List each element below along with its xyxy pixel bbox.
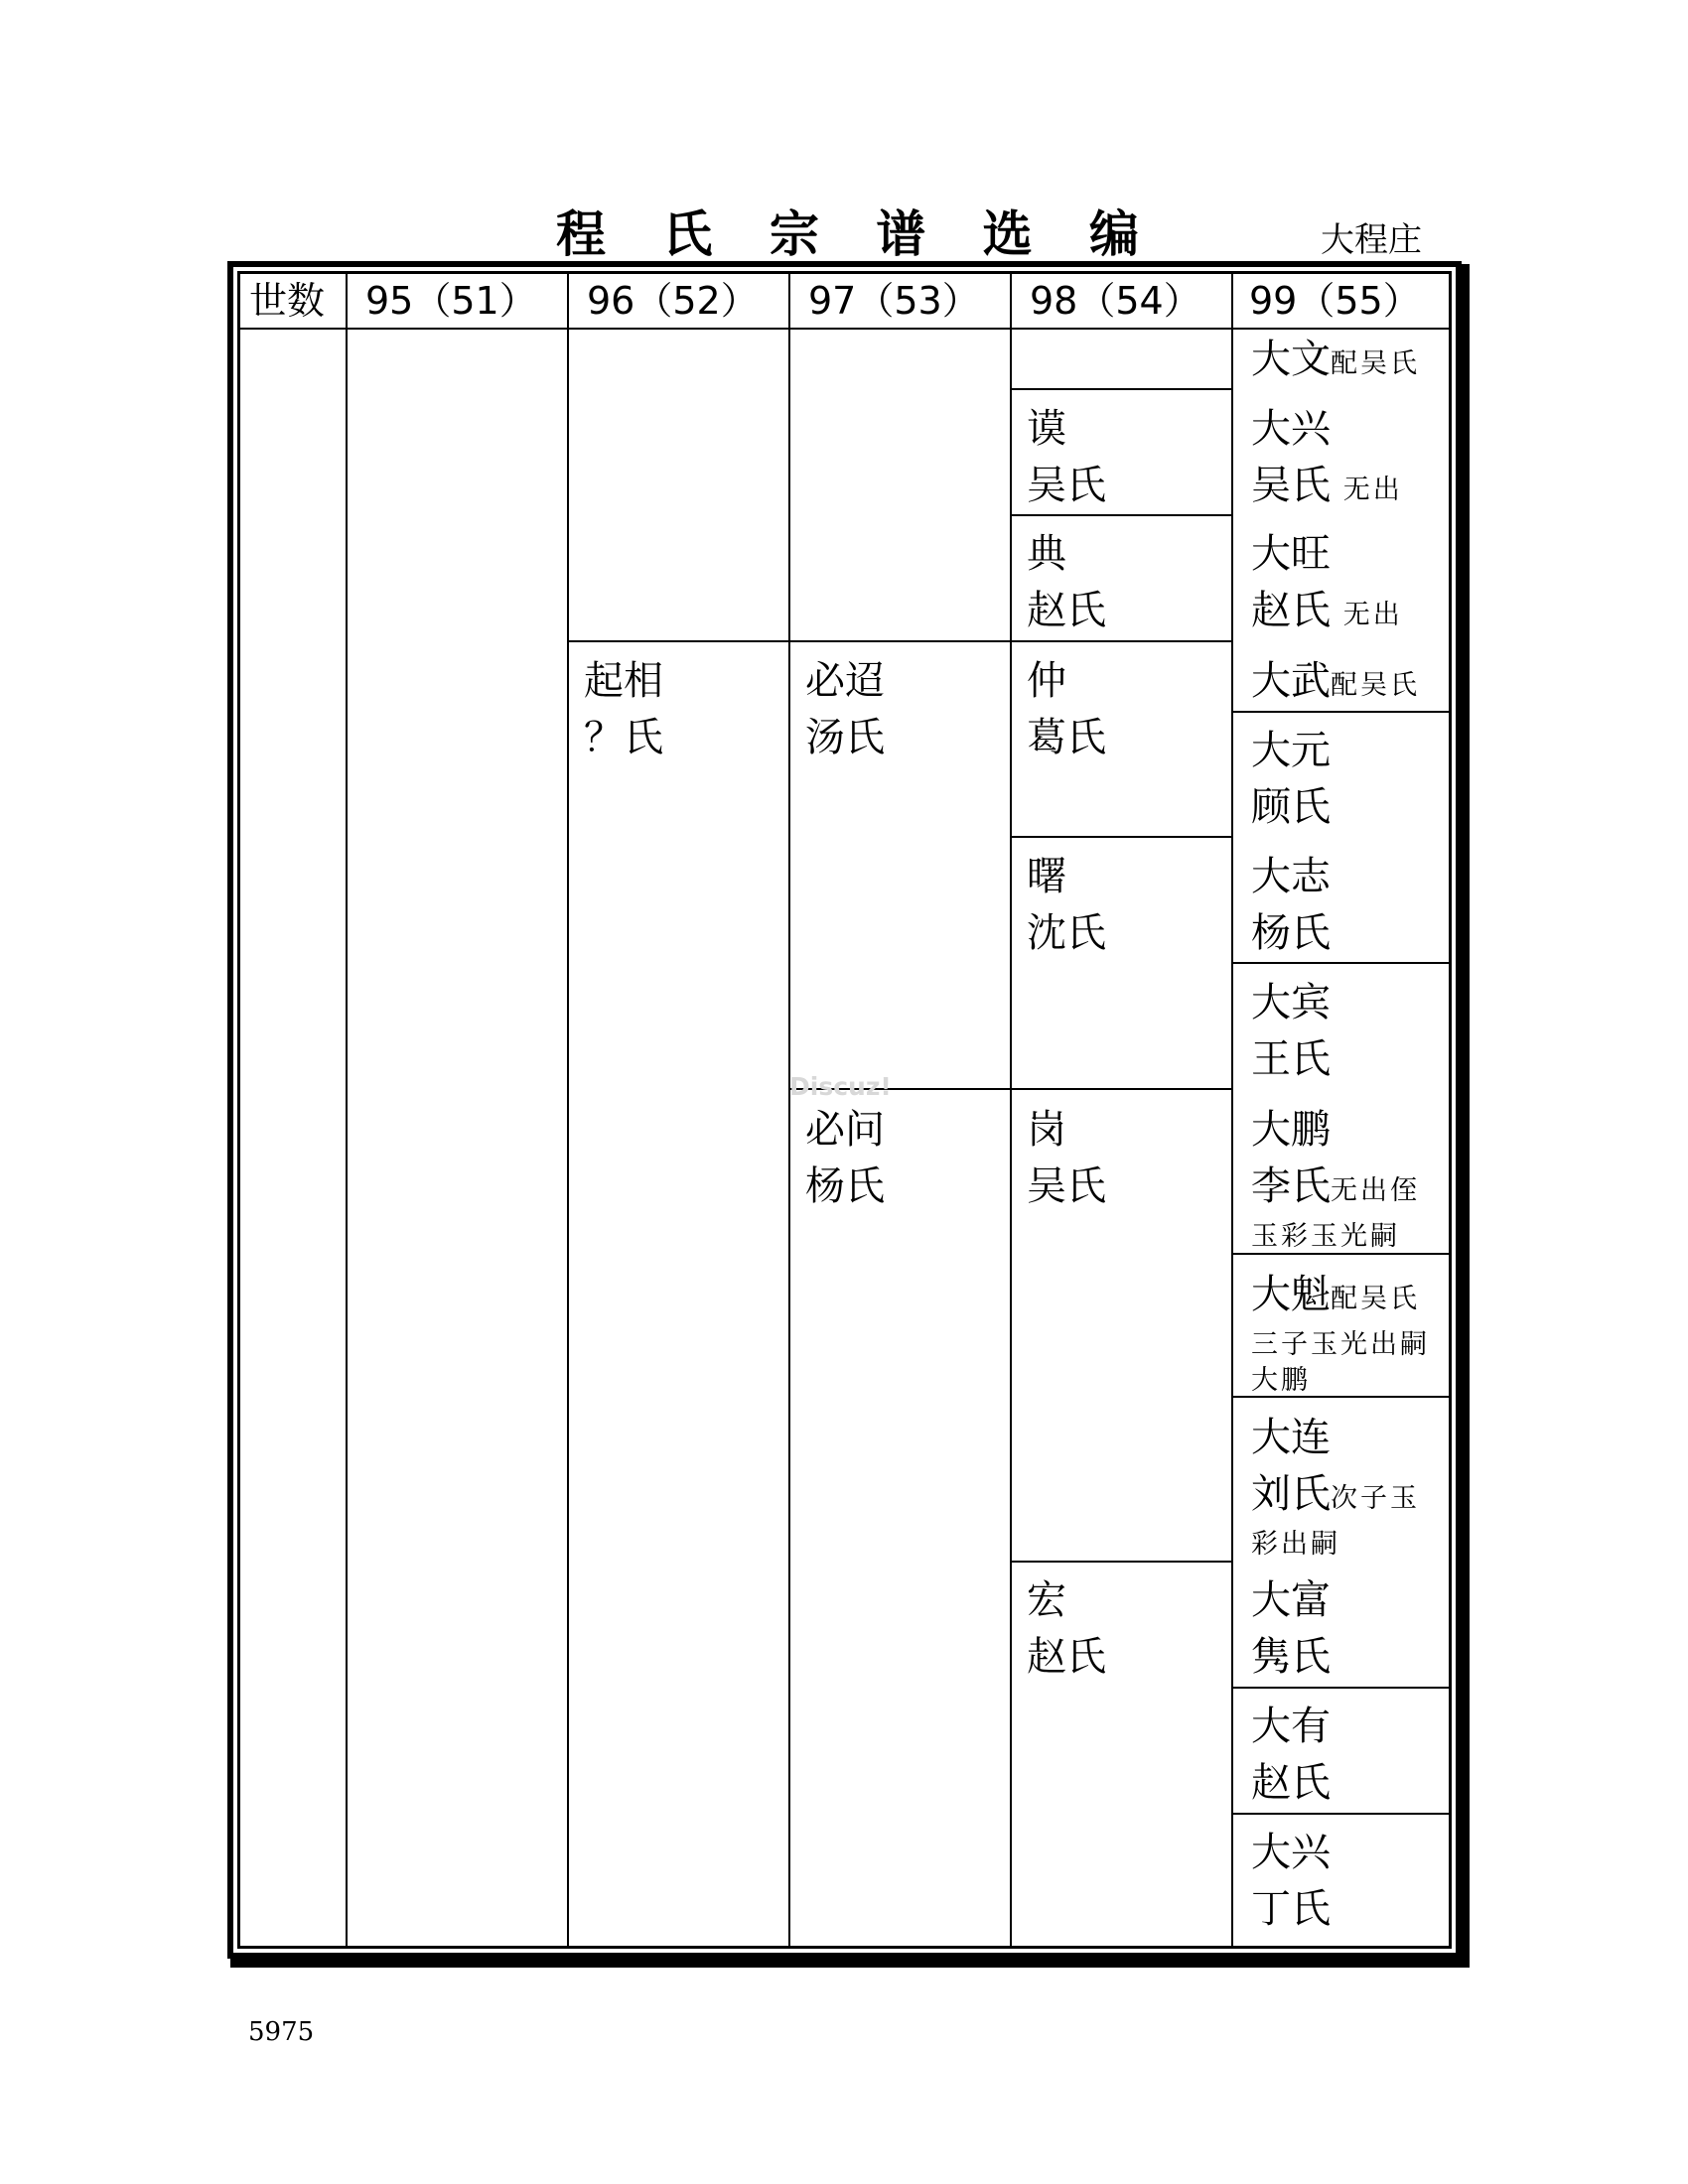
person-entry: [1027, 653, 1106, 766]
person-name: 大兴: [1251, 1830, 1331, 1875]
person-name: 大连: [1251, 1415, 1331, 1460]
person-note: 无出侄: [1331, 1175, 1420, 1206]
person-spouse: 刘氏: [1251, 1471, 1331, 1517]
person-name: 宏: [1027, 1577, 1066, 1623]
person-spouse: 隽氏: [1251, 1634, 1331, 1680]
person-name: 大鹏: [1251, 1107, 1331, 1153]
person-spouse: 王氏: [1251, 1036, 1331, 1082]
person-entry: [1251, 723, 1331, 836]
header-generation: 世数: [249, 279, 326, 323]
person-entry: [1251, 1699, 1331, 1812]
person-entry: [1027, 401, 1106, 514]
page-number: 5975: [248, 2017, 315, 2047]
person-entry: [1251, 1410, 1420, 1563]
person-spouse: 吴氏: [1027, 463, 1106, 508]
row-divider: [1231, 1687, 1451, 1689]
person-entry: [1251, 975, 1331, 1088]
row-divider: [1010, 388, 1232, 390]
row-divider: [1010, 514, 1232, 516]
person-note: 无出: [1342, 600, 1403, 630]
person-spouse: 赵氏: [1027, 588, 1106, 633]
column-divider: [1010, 272, 1012, 1948]
column-divider: [346, 272, 348, 1948]
header-gen-97: 97（53）: [808, 279, 980, 323]
person-note: 次子玉: [1331, 1483, 1420, 1514]
header-gen-96: 96（52）: [587, 279, 759, 323]
person-spouse: 杨氏: [805, 1163, 885, 1209]
row-divider: [567, 640, 1232, 642]
person-entry: [1251, 526, 1403, 643]
person-spouse: 汤氏: [805, 715, 885, 760]
header-gen-95: 95（51）: [365, 279, 537, 323]
person-spouse: 葛氏: [1027, 715, 1106, 760]
person-spouse: 杨氏: [1251, 910, 1331, 956]
person-note: 配吴氏: [1331, 670, 1420, 701]
person-name: 大有: [1251, 1704, 1331, 1749]
person-name: 大武: [1251, 658, 1331, 704]
person-entry: [1027, 1572, 1106, 1686]
person-name: 大兴: [1251, 406, 1331, 452]
person-entry: [1251, 1572, 1331, 1686]
person-note: 玉彩玉光嗣: [1251, 1221, 1400, 1252]
person-note: 大鹏: [1251, 1365, 1311, 1396]
person-note: 配吴氏: [1331, 348, 1420, 379]
row-divider: [1231, 962, 1451, 964]
person-spouse: 丁氏: [1251, 1886, 1331, 1932]
person-name: 必迢: [805, 658, 885, 704]
page-title: 程 氏 宗 谱 选 编: [556, 205, 1160, 263]
person-name: 大旺: [1251, 531, 1331, 577]
person-entry: [1027, 1102, 1106, 1215]
person-entry: [1027, 526, 1106, 639]
person-name: 大宾: [1251, 980, 1331, 1025]
person-entry: [1251, 1825, 1331, 1938]
header-gen-98: 98（54）: [1030, 279, 1201, 323]
person-spouse: 吴氏: [1251, 463, 1331, 508]
row-divider: [1010, 1561, 1232, 1563]
person-spouse: ？氏: [584, 715, 663, 760]
person-entry: [1251, 849, 1331, 962]
person-name: 曙: [1027, 854, 1066, 899]
person-entry: [1251, 653, 1420, 714]
person-spouse: 赵氏: [1251, 1760, 1331, 1806]
person-name: 起相: [584, 658, 663, 704]
person-name: 典: [1027, 531, 1066, 577]
column-divider: [788, 272, 790, 1948]
person-name: 大志: [1251, 854, 1331, 899]
row-divider: [1010, 836, 1232, 838]
person-spouse: 赵氏: [1251, 588, 1331, 633]
person-name: 谟: [1027, 406, 1066, 452]
person-name: 大富: [1251, 1577, 1331, 1623]
person-name: 大魁: [1251, 1272, 1331, 1317]
person-entry: [1251, 1267, 1430, 1399]
person-spouse: 赵氏: [1027, 1634, 1106, 1680]
person-note: 彩出嗣: [1251, 1529, 1340, 1560]
person-entry: [805, 1102, 885, 1215]
header-divider: [238, 328, 1451, 330]
person-spouse: 吴氏: [1027, 1163, 1106, 1209]
person-entry: [1251, 1102, 1420, 1255]
header-gen-99: 99（55）: [1249, 279, 1421, 323]
person-note: 三子玉光出嗣: [1251, 1329, 1430, 1360]
column-divider: [1231, 272, 1233, 1948]
person-entry: [1251, 401, 1403, 518]
person-note: 无出: [1342, 475, 1403, 505]
row-divider: [1231, 1813, 1451, 1815]
person-spouse: 顾氏: [1251, 784, 1331, 830]
person-spouse: 李氏: [1251, 1163, 1331, 1209]
person-name: 大文: [1251, 337, 1331, 382]
person-spouse: 沈氏: [1027, 910, 1106, 956]
column-divider: [567, 272, 569, 1948]
person-entry: [805, 653, 885, 766]
person-name: 大元: [1251, 728, 1331, 773]
person-name: 必问: [805, 1107, 885, 1153]
person-entry: [1027, 849, 1106, 962]
watermark: Discuz!: [789, 1072, 892, 1101]
person-name: 岗: [1027, 1107, 1066, 1153]
person-entry: [1251, 332, 1420, 392]
person-note: 配吴氏: [1331, 1284, 1420, 1314]
person-entry: [584, 653, 663, 766]
person-name: 仲: [1027, 658, 1066, 704]
location-label: 大程庄: [1321, 220, 1422, 260]
